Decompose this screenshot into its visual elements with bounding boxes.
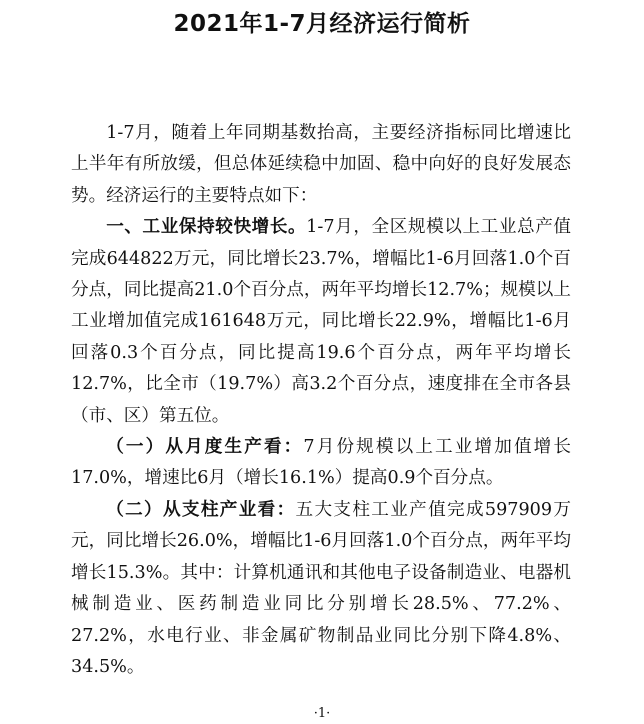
document-body [71,118,571,683]
pillar-text: 五大支柱工业产值完成597909万元，同比增长26.0%，增幅比1-6月回落1.0个百分点，两年平均增长15.3%。其中：计算机通讯和其他电子设备制造业、电器机械制造业、医药制造业同比分别增长28.5%、77.2%、27.2%，水电行业、非金属矿物制品业同比分别下降4.8%、34.5%。 [71,499,571,677]
pillar-heading: （二）从支柱产业看： [106,499,296,520]
page-number: ·1· [313,706,331,721]
monthly-heading: （一）从月度生产看： [106,437,304,458]
industry-text: 1-7月，全区规模以上工业总产值完成644822万元，同比增长23.7%，增幅比1-6月回落1.0个百分点，同比提高21.0个百分点，两年平均增长12.7%；规模以上工业增加值完成161648万元，同比增长22.9%，增幅比1-6月回落0.3个百分点，同比提高19.6个百分点，两年平均增长12.7%，比全市（19.7%）高3.2个百分点，速度排在全市各县（市、区）第五位。 [71,217,571,426]
document-title: 2021年1-7月经济运行简析 [173,11,471,37]
pillar-paragraph [71,495,571,683]
monthly-text: 7月份规模以上工业增加值增长17.0%，增速比6月（增长16.1%）提高0.9个百分点。 [71,437,571,489]
monthly-paragraph [71,432,571,495]
industry-paragraph [71,212,571,432]
intro-paragraph: 1-7月，随着上年同期基数抬高，主要经济指标同比增速比上半年有所放缓，但总体延续稳中加固、稳中向好的良好发展态势。经济运行的主要特点如下： [71,123,571,206]
industry-heading: 一、工业保持较快增长。 [106,217,307,238]
